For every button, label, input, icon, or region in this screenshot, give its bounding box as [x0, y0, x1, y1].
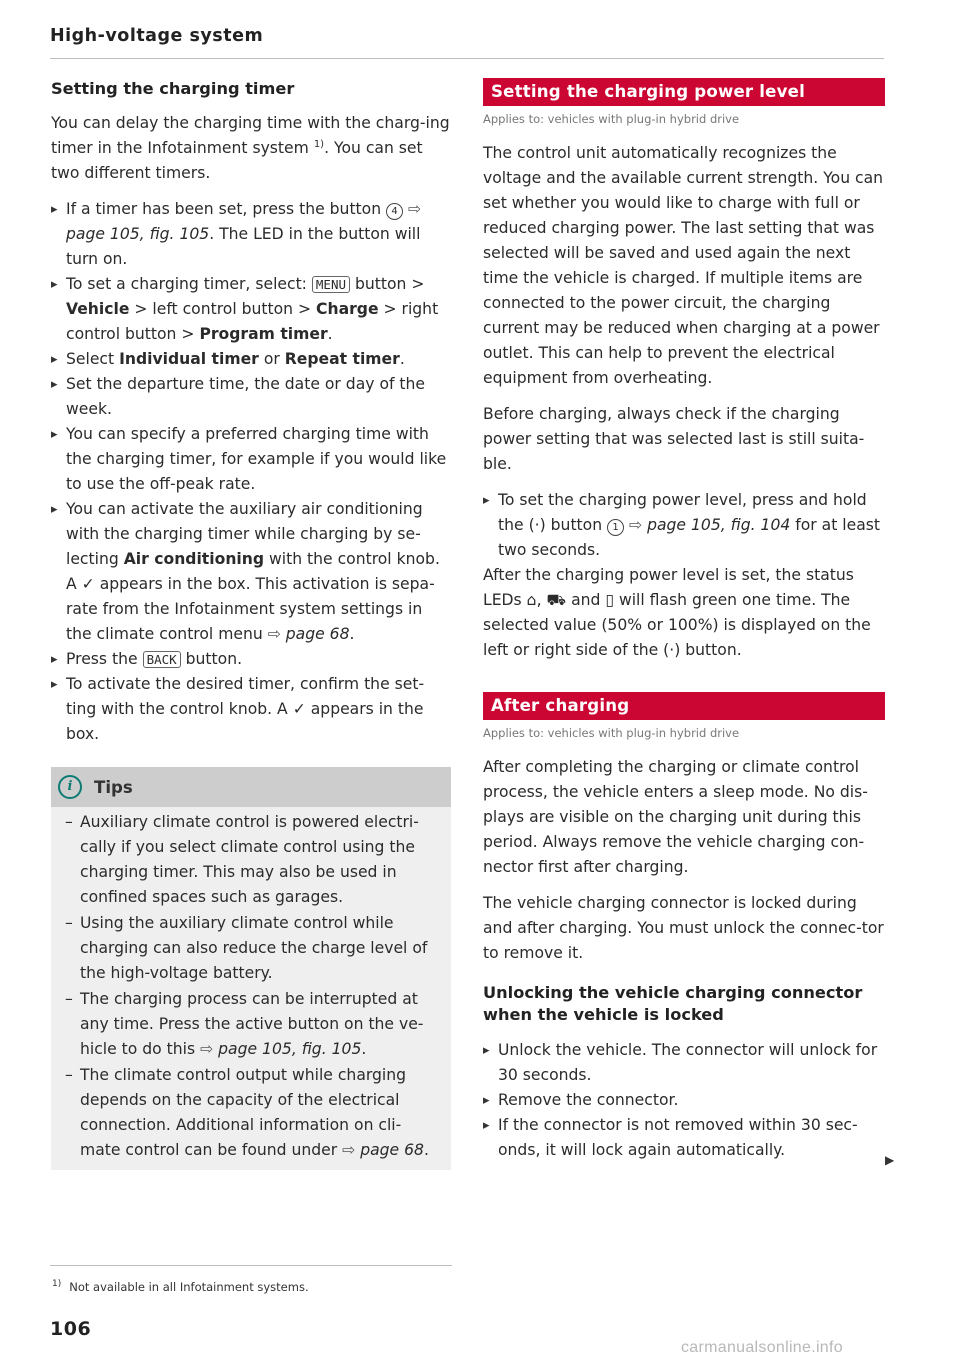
timer-step-2: ▸ To set a charging timer, select: MENU button > Vehicle > left control button > Charge > right control button > Program timer.	[51, 272, 451, 347]
power-button-symbol: (·)	[663, 641, 681, 659]
tip-item: – Using the auxiliary climate control while charging can also reduce the charge level of the high-voltage battery.	[65, 911, 441, 986]
xref-link[interactable]: ⇨ page 105, fig. 105	[66, 200, 422, 243]
timer-step-1: ▸ If a timer has been set, press the button 4 ⇨ page 105, fig. 105. The LED in the button will turn on.	[51, 197, 451, 272]
checkmark-icon: ✓	[81, 575, 95, 593]
page-header	[50, 26, 884, 59]
watermark: carmanualsonline.info	[681, 1339, 843, 1356]
plug-led-icon: ⌂	[526, 591, 537, 609]
xref-arrow-icon: ⇨	[408, 200, 422, 218]
button-callout-1: 1	[607, 519, 624, 536]
section-title: High-voltage system	[50, 26, 264, 46]
section-banner-after: After charging	[483, 692, 885, 720]
timer-step-4: ▸ Set the departure time, the date or day of the week.	[51, 372, 451, 422]
power-paragraph-2: Before charging, always check if the charging power setting that was selected last is still suita-ble.	[483, 405, 865, 473]
header-divider	[50, 58, 884, 59]
left-column	[51, 78, 451, 1170]
timer-step-6: ▸ You can activate the auxiliary air conditioning with the charging timer while charging by se-lecting Air conditioning with the control knob. A ✓ appears in the box. This activation is sepa-rate from the Infotainment system settings in the climate control menu ⇨ page 68.	[51, 497, 451, 647]
footnote-divider	[50, 1265, 452, 1266]
continue-arrow-icon: ▶	[885, 1153, 895, 1167]
xref-link[interactable]: ⇨ page 105, fig. 105	[200, 1040, 362, 1058]
power-paragraph-3: After the charging power level is set, the status LEDs ⌂, ⛟ and ▯ will flash green one time. The selected value (50% or 100%) is displayed on the left or right side of the (·) button.	[483, 566, 871, 659]
unlock-steps	[483, 1038, 885, 1163]
power-step: ▸ To set the charging power level, press and hold the (·) button 1 ⇨ page 105, fig. 104 for at least two seconds.	[483, 488, 885, 563]
unlock-step-1: ▸ Unlock the vehicle. The connector will unlock for 30 seconds.	[483, 1038, 885, 1088]
timer-step-5: ▸ You can specify a preferred charging time with the charging timer, for example if you would like to use the off-peak rate.	[51, 422, 451, 497]
button-callout-4: 4	[386, 203, 403, 220]
xref-link[interactable]: ⇨ page 105, fig. 104	[629, 516, 791, 534]
after-paragraph-1: After completing the charging or climate control process, the vehicle enters a sleep mode. No dis-plays are visible on the charging unit during this period. Always remove the vehicle charging con-nector first after charging.	[483, 758, 868, 876]
car-led-icon: ⛟	[546, 591, 567, 609]
applies-note: Applies to: vehicles with plug-in hybrid drive	[483, 726, 740, 740]
timer-intro: You can delay the charging time with the charg-ing timer in the Infotainment system $^{1)}$. You can set two different timers.	[51, 114, 450, 182]
section-banner-power: Setting the charging power level	[483, 78, 885, 106]
footnote-mark: 1)	[52, 1279, 62, 1289]
tips-header	[51, 767, 451, 807]
after-paragraph-2: The vehicle charging connector is locked during and after charging. You must unlock the connec-tor to remove it.	[483, 894, 884, 962]
footnote-ref[interactable]: 1)	[313, 138, 325, 150]
checkmark-icon: ✓	[292, 700, 306, 718]
tips-title: Tips	[94, 777, 133, 797]
tip-item: – The climate control output while charging depends on the capacity of the electrical connection. Additional information on cli-mate control can be found under ⇨ page 68.	[65, 1063, 441, 1163]
tip-item: – The charging process can be interrupted at any time. Press the active button on the ve-hicle to do this ⇨ page 105, fig. 105.	[65, 987, 441, 1062]
unlock-heading: Unlocking the vehicle charging connector when the vehicle is locked	[483, 983, 863, 1024]
power-button-symbol: (·)	[528, 516, 546, 534]
unlock-step-2: ▸ Remove the connector.	[483, 1088, 885, 1113]
tips-body	[51, 807, 451, 1170]
timer-step-8: ▸ To activate the desired timer, confirm the set-ting with the control knob. A ✓ appears in the box.	[51, 672, 451, 747]
timer-step-7: ▸ Press the BACK button.	[51, 647, 451, 672]
timer-steps	[51, 197, 451, 747]
timer-heading: Setting the charging timer	[51, 79, 295, 98]
xref-arrow-icon: ⇨	[200, 1040, 214, 1058]
applies-note: Applies to: vehicles with plug-in hybrid drive	[483, 112, 740, 126]
xref-arrow-icon: ⇨	[267, 625, 281, 643]
menu-key: MENU	[312, 276, 350, 293]
power-paragraph-1: The control unit automatically recognizes the voltage and the available current strength. You can set whether you would like to charge with full or reduced charging power. The last setting that was selected will be saved and used again the next time the vehicle is charged. If multiple items are connected to the power circuit, the charging current may be reduced when charging at a power outlet. This can help to prevent the electrical equipment from overheating.	[483, 144, 884, 387]
right-column	[483, 78, 885, 1163]
xref-arrow-icon: ⇨	[629, 516, 643, 534]
xref-link[interactable]: ⇨ page 68	[342, 1141, 424, 1159]
back-key: BACK	[143, 651, 181, 668]
info-icon: i	[58, 775, 82, 799]
xref-link[interactable]: ⇨ page 68	[267, 625, 350, 643]
page-number: 106	[50, 1318, 92, 1340]
footnote	[52, 1279, 309, 1294]
footnote-text: Not available in all Infotainment systems.	[69, 1279, 309, 1294]
tips-box	[51, 767, 451, 1170]
timer-step-3: ▸ Select Individual timer or Repeat timer.	[51, 347, 451, 372]
tip-item: – Auxiliary climate control is powered electri-cally if you select climate control using the charging timer. This may also be used in confined spaces such as garages.	[65, 810, 441, 910]
unlock-step-3: ▸ If the connector is not removed within 30 sec-onds, it will lock again automatically.	[483, 1113, 885, 1163]
battery-led-icon: ▯	[605, 591, 614, 609]
power-steps	[483, 488, 885, 563]
xref-arrow-icon: ⇨	[342, 1141, 356, 1159]
